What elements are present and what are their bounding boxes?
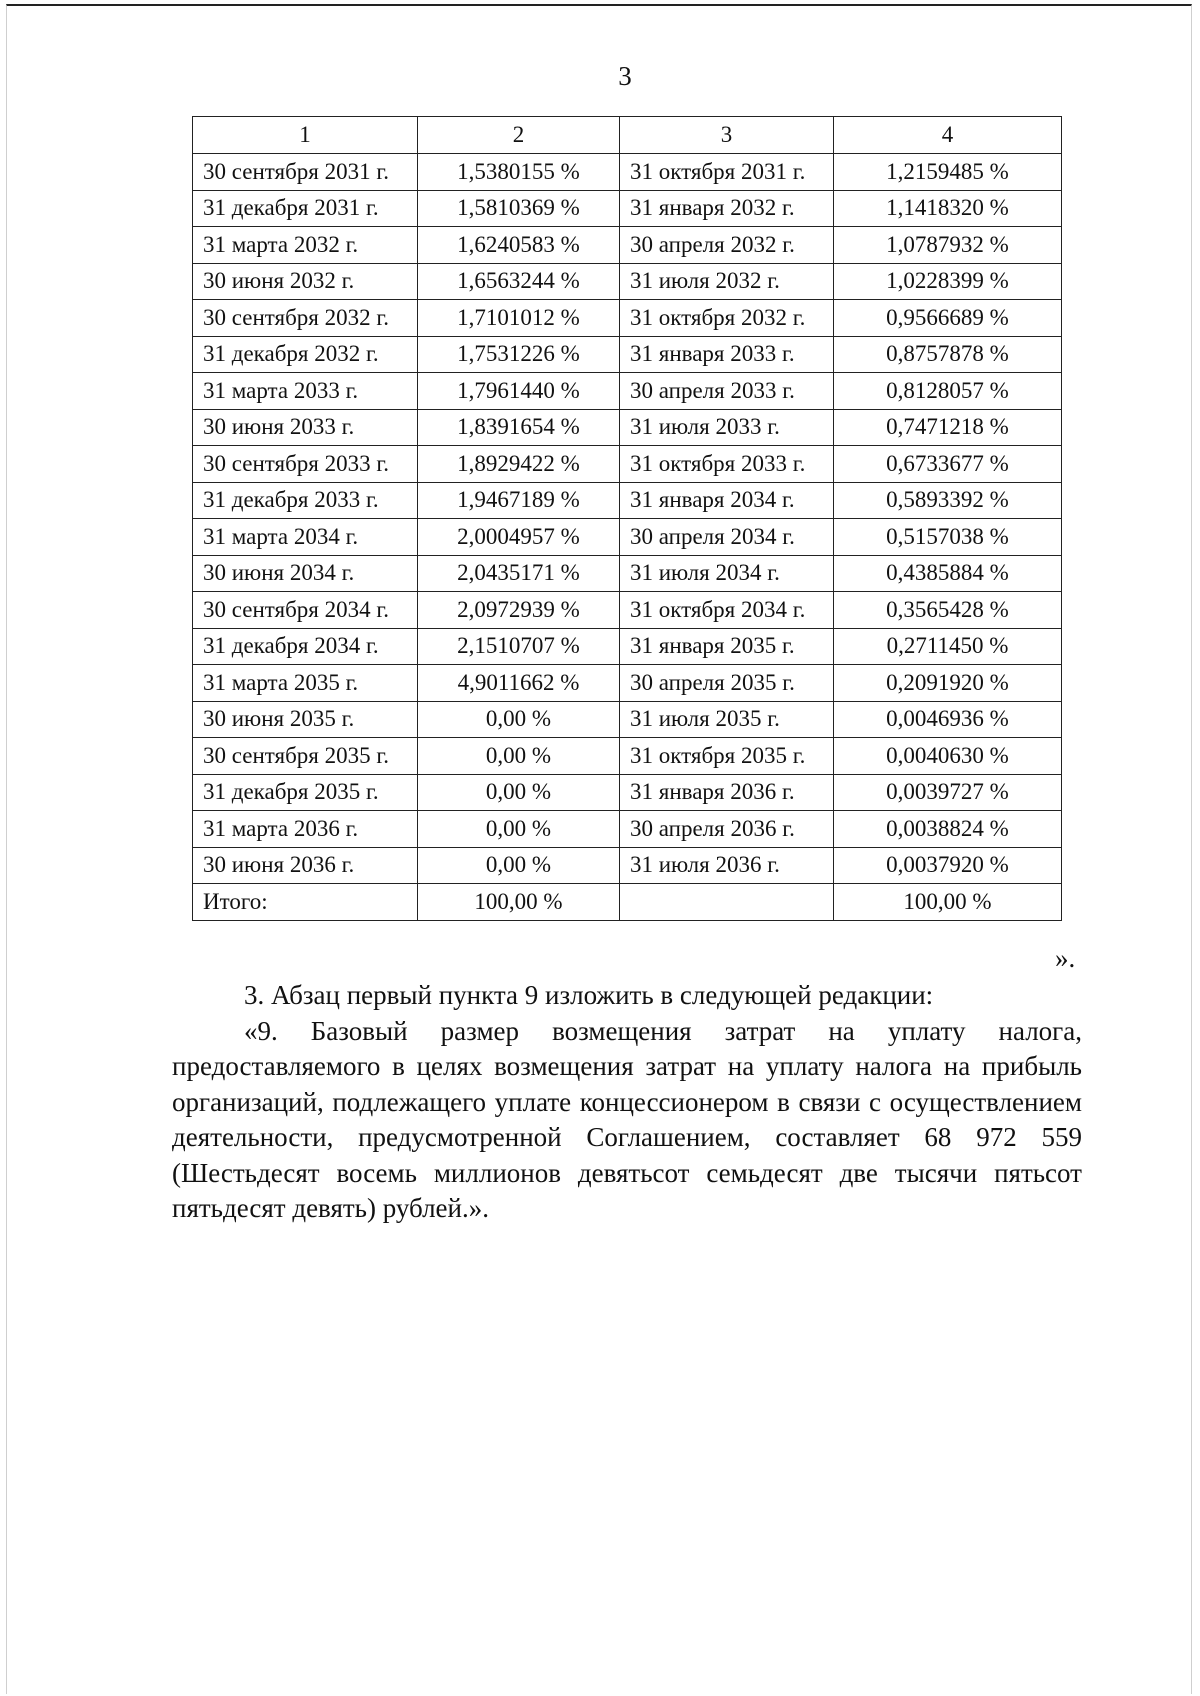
table-cell-col-4: 0,8757878 %: [834, 336, 1062, 373]
table-row: [193, 701, 1062, 738]
table-cell-col-1: 31 декабря 2035 г.: [193, 774, 418, 811]
table-cell-col-4: 0,5893392 %: [834, 482, 1062, 519]
paragraph-item-9-text: «9. Базовый размер возмещения затрат на уплату налога, предоставляемого в целях возмещения затрат на уплату налога на прибыль организаций, подлежащего уплате концессионером в связи с осуществлением деятельности, предусмотренной Соглашением, составляет 68 972 559 (Шестьдесят восемь миллионов девятьсот семьдесят две тысячи пятьсот пятьдесят девять) рублей.».: [172, 1015, 1082, 1223]
table-cell-col-1: 31 декабря 2032 г.: [193, 336, 418, 373]
table-cell-col-3: 31 июля 2034 г.: [620, 555, 834, 592]
table-cell-col-1: 31 марта 2036 г.: [193, 811, 418, 848]
table-cell-col-2: 0,00 %: [418, 847, 620, 884]
table-cell-col-2: 2,0972939 %: [418, 592, 620, 629]
table-row: [193, 154, 1062, 191]
table-row: [193, 373, 1062, 410]
table-cell-col-1: 30 июня 2034 г.: [193, 555, 418, 592]
table-cell-col-3: 31 июля 2035 г.: [620, 701, 834, 738]
table-cell-col-3: 31 октября 2034 г.: [620, 592, 834, 629]
table-body: [193, 117, 1062, 921]
table-cell-col-3: 30 апреля 2036 г.: [620, 811, 834, 848]
table-cell-col-4: 0,0046936 %: [834, 701, 1062, 738]
table-cell-col-2: 1,7961440 %: [418, 373, 620, 410]
closing-quote: ».: [1055, 943, 1076, 973]
paragraph-item-3: 3. Абзац первый пункта 9 изложить в следующей редакции:: [244, 980, 934, 1010]
table-cell-col-1: 30 сентября 2033 г.: [193, 446, 418, 483]
table-cell-col-3: 30 апреля 2034 г.: [620, 519, 834, 556]
table-cell-col-4: 1,0228399 %: [834, 263, 1062, 300]
table-cell-col-3: 31 октября 2033 г.: [620, 446, 834, 483]
table-cell-col-1: 31 марта 2035 г.: [193, 665, 418, 702]
table-cell-col-2: 1,8391654 %: [418, 409, 620, 446]
header-cell-2: 2: [418, 117, 620, 154]
table-cell-col-2: 1,6563244 %: [418, 263, 620, 300]
table-cell-col-2: 0,00 %: [418, 774, 620, 811]
table-row: [193, 446, 1062, 483]
table-row: [193, 628, 1062, 665]
table-row: [193, 263, 1062, 300]
table-cell-col-3: 31 июля 2036 г.: [620, 847, 834, 884]
table-cell-col-1: 31 декабря 2031 г.: [193, 190, 418, 227]
table-cell-col-4: 0,4385884 %: [834, 555, 1062, 592]
table-cell-col-4: 0,7471218 %: [834, 409, 1062, 446]
table-cell-col-4: 1,0787932 %: [834, 227, 1062, 264]
table-cell-col-3: 31 января 2032 г.: [620, 190, 834, 227]
table-cell-col-4: 0,0038824 %: [834, 811, 1062, 848]
table-row: [193, 592, 1062, 629]
table-cell-col-2: 1,8929422 %: [418, 446, 620, 483]
table-cell-col-4: 100,00 %: [834, 884, 1062, 921]
table-cell-col-4: 0,8128057 %: [834, 373, 1062, 410]
table-cell-col-3: 31 октября 2031 г.: [620, 154, 834, 191]
header-cell-4: 4: [834, 117, 1062, 154]
table-cell-col-4: 0,0040630 %: [834, 738, 1062, 775]
table-cell-col-2: 1,5810369 %: [418, 190, 620, 227]
table-cell-col-3: 31 июля 2032 г.: [620, 263, 834, 300]
table-row: [193, 336, 1062, 373]
table-total-row: [193, 884, 1062, 921]
table-cell-col-1: 30 сентября 2032 г.: [193, 300, 418, 337]
table-cell-col-3: 31 января 2035 г.: [620, 628, 834, 665]
table-cell-col-3: 30 апреля 2035 г.: [620, 665, 834, 702]
table-cell-col-2: 0,00 %: [418, 811, 620, 848]
table-cell-col-1: 31 декабря 2033 г.: [193, 482, 418, 519]
table-row: [193, 665, 1062, 702]
table-cell-col-1: 31 марта 2034 г.: [193, 519, 418, 556]
table-row: [193, 738, 1062, 775]
table-cell-col-2: 2,0435171 %: [418, 555, 620, 592]
payment-schedule-table: [192, 116, 1062, 921]
table-cell-col-2: 1,7101012 %: [418, 300, 620, 337]
table-cell-col-3: [620, 884, 834, 921]
table-row: [193, 519, 1062, 556]
table-row: [193, 847, 1062, 884]
table-cell-col-2: 4,9011662 %: [418, 665, 620, 702]
table-row: [193, 811, 1062, 848]
table-cell-col-2: 1,5380155 %: [418, 154, 620, 191]
table-cell-col-4: 0,0037920 %: [834, 847, 1062, 884]
header-cell-3: 3: [620, 117, 834, 154]
page-number: 3: [618, 61, 632, 91]
table-cell-col-2: 2,0004957 %: [418, 519, 620, 556]
table-header-row: [193, 117, 1062, 154]
table-cell-col-3: 30 апреля 2032 г.: [620, 227, 834, 264]
table-cell-col-1: 30 сентября 2031 г.: [193, 154, 418, 191]
table-cell-col-1: 31 марта 2033 г.: [193, 373, 418, 410]
table-row: [193, 300, 1062, 337]
table-cell-col-4: 1,2159485 %: [834, 154, 1062, 191]
table-cell-col-4: 1,1418320 %: [834, 190, 1062, 227]
table-cell-col-4: 0,5157038 %: [834, 519, 1062, 556]
amendment-text: [172, 978, 1082, 1227]
table-cell-col-1: 31 марта 2032 г.: [193, 227, 418, 264]
table-cell-col-2: 1,7531226 %: [418, 336, 620, 373]
table-cell-col-1: 31 декабря 2034 г.: [193, 628, 418, 665]
table-cell-col-3: 31 января 2036 г.: [620, 774, 834, 811]
table-row: [193, 482, 1062, 519]
table-cell-col-1: 30 июня 2033 г.: [193, 409, 418, 446]
table-cell-col-3: 31 января 2034 г.: [620, 482, 834, 519]
table-cell-col-2: 0,00 %: [418, 701, 620, 738]
table-cell-col-2: 1,6240583 %: [418, 227, 620, 264]
table-cell-col-2: 2,1510707 %: [418, 628, 620, 665]
table-cell-col-2: 0,00 %: [418, 738, 620, 775]
table-row: [193, 774, 1062, 811]
table-cell-col-1: 30 сентября 2034 г.: [193, 592, 418, 629]
table-cell-col-3: 30 апреля 2033 г.: [620, 373, 834, 410]
table-row: [193, 409, 1062, 446]
table-cell-col-4: 0,9566689 %: [834, 300, 1062, 337]
header-cell-1: 1: [193, 117, 418, 154]
table-cell-col-4: 0,0039727 %: [834, 774, 1062, 811]
table-cell-col-4: 0,3565428 %: [834, 592, 1062, 629]
table-row: [193, 190, 1062, 227]
table-cell-col-3: 31 октября 2035 г.: [620, 738, 834, 775]
table-cell-col-1: 30 июня 2035 г.: [193, 701, 418, 738]
table-row: [193, 227, 1062, 264]
table-row: [193, 555, 1062, 592]
table-cell-col-2: 1,9467189 %: [418, 482, 620, 519]
table-cell-col-1: Итого:: [193, 884, 418, 921]
table-cell-col-2: 100,00 %: [418, 884, 620, 921]
table-cell-col-3: 31 октября 2032 г.: [620, 300, 834, 337]
table-cell-col-3: 31 июля 2033 г.: [620, 409, 834, 446]
table-cell-col-1: 30 июня 2032 г.: [193, 263, 418, 300]
table-cell-col-3: 31 января 2033 г.: [620, 336, 834, 373]
table-cell-col-4: 0,2711450 %: [834, 628, 1062, 665]
table-cell-col-4: 0,2091920 %: [834, 665, 1062, 702]
table-cell-col-1: 30 сентября 2035 г.: [193, 738, 418, 775]
table-cell-col-1: 30 июня 2036 г.: [193, 847, 418, 884]
table-cell-col-4: 0,6733677 %: [834, 446, 1062, 483]
